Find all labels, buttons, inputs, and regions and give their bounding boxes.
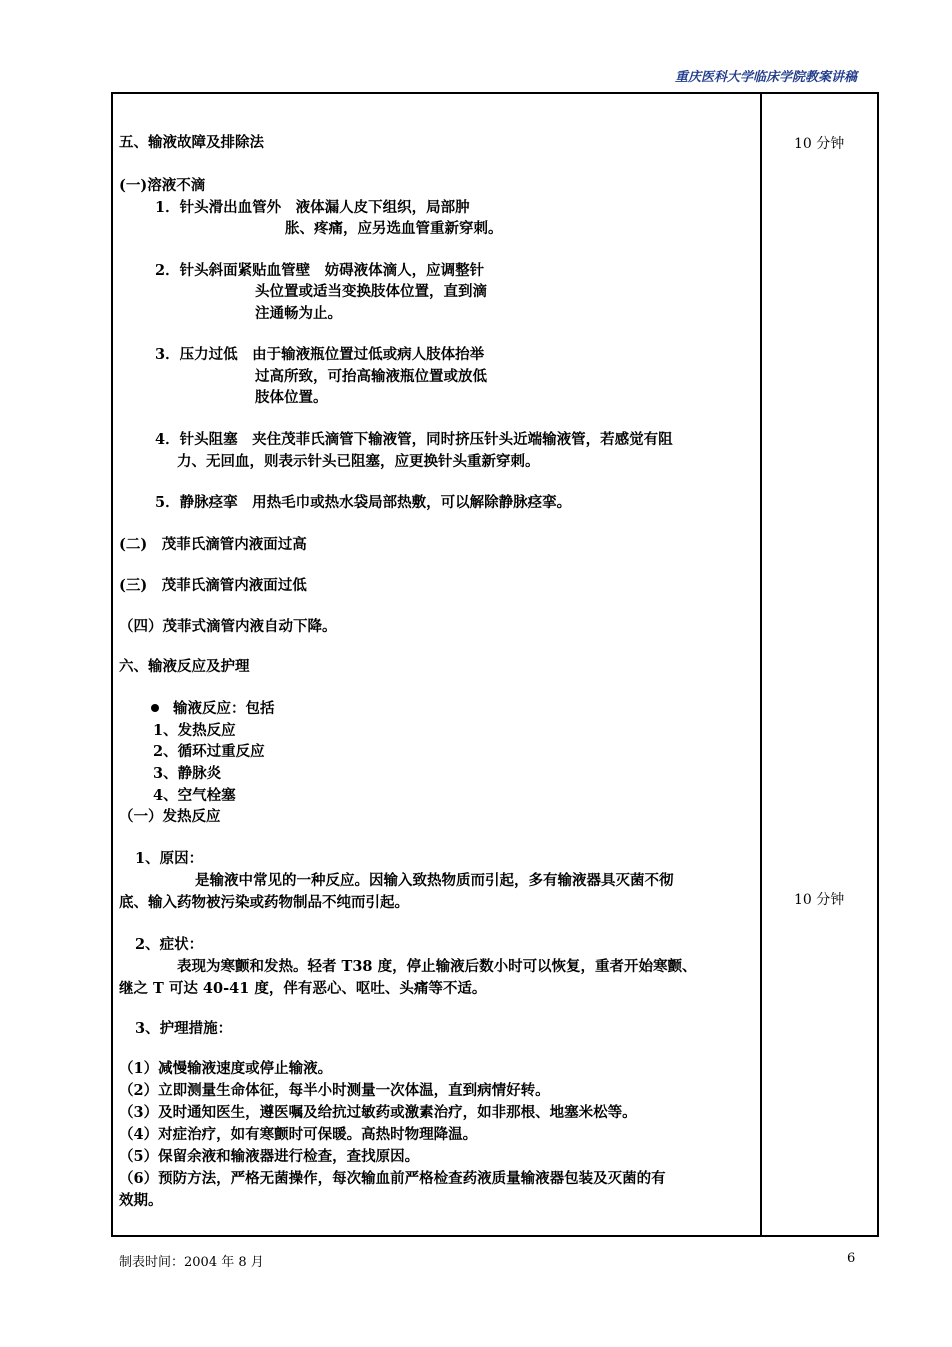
care-step: （5）保留余液和输液器进行检查，查找原因。 (119, 1148, 420, 1165)
item-line: 头位置或适当变换肢体位置，直到滴 (255, 283, 487, 300)
item-line: 肢体位置。 (255, 389, 328, 406)
paragraph-line: 继之 T 可达 40-41 度，伴有恶心、呕吐、头痛等不适。 (119, 980, 487, 997)
item-line: 3．压力过低 由于输液瓶位置过低或病人肢体抬举 (155, 346, 485, 363)
point-title: 1、原因： (135, 850, 204, 867)
column-divider (760, 92, 762, 1237)
subsection-title: (三) 茂菲氏滴管内液面过低 (119, 577, 307, 594)
header-title: 重庆医科大学临床学院教案讲稿 (674, 70, 857, 85)
item-line: 2．针头斜面紧贴血管壁 妨碍液体滴人，应调整针 (155, 262, 485, 279)
care-step: （4）对症治疗，如有寒颤时可保暖。高热时物理降温。 (119, 1126, 478, 1143)
subsection-title: (一)溶液不滴 (119, 177, 206, 194)
care-step: （3）及时通知医生，遵医嘱及给抗过敏药或激素治疗，如非那根、地塞米松等。 (119, 1104, 637, 1121)
care-step: 效期。 (119, 1192, 163, 1209)
reaction-item: 2、循环过重反应 (153, 743, 265, 760)
item-line: 胀、疼痛，应另选血管重新穿刺。 (285, 220, 503, 237)
duration-1: 10 分钟 (794, 136, 845, 152)
paragraph-line: 底、输入药物被污染或药物制品不纯而引起。 (119, 894, 409, 911)
section-6-title: 六、输液反应及护理 (119, 658, 250, 675)
care-step: （6）预防方法，严格无菌操作，每次输血前严格检查药液质量输液器包装及灭菌的有 (119, 1170, 666, 1187)
subsection-title: （四）茂菲式滴管内液自动下降。 (119, 618, 337, 635)
point-title: 3、护理措施： (135, 1020, 233, 1037)
section-5-title: 五、输液故障及排除法 (119, 134, 264, 151)
item-line: 注通畅为止。 (255, 305, 342, 322)
footer-date: 制表时间：2004 年 8 月 (119, 1255, 264, 1270)
item-line: 过高所致，可抬高输液瓶位置或放低 (255, 368, 487, 385)
duration-2: 10 分钟 (794, 892, 845, 908)
subsection-title: (二) 茂菲氏滴管内液面过高 (119, 536, 307, 553)
reaction-item: 3、静脉炎 (153, 765, 222, 782)
item-line: 1．针头滑出血管外 液体漏人皮下组织，局部肿 (155, 199, 470, 216)
care-step: （2）立即测量生命体征，每半小时测量一次体温，直到病情好转。 (119, 1082, 550, 1099)
page-number: 6 (847, 1251, 856, 1266)
bullet-item: 输液反应：包括 (151, 699, 275, 719)
reaction-item: 1、发热反应 (153, 722, 236, 739)
point-title: 2、症状： (135, 936, 204, 953)
bullet-icon (151, 704, 159, 712)
reaction-item: 4、空气栓塞 (153, 787, 236, 804)
item-line: 4．针头阻塞 夹住茂菲氏滴管下输液管，同时挤压针头近端输液管，若感觉有阻 (155, 431, 673, 448)
paragraph-line: 是输液中常见的一种反应。因输入致热物质而引起，多有输液器具灭菌不彻 (195, 872, 674, 889)
item-line: 力、无回血，则表示针头已阻塞，应更换针头重新穿刺。 (177, 453, 540, 470)
subsection-title: （一）发热反应 (119, 808, 221, 825)
paragraph-line: 表现为寒颤和发热。轻者 T38 度，停止输液后数小时可以恢复，重者开始寒颤、 (177, 958, 697, 975)
care-step: （1）减慢输液速度或停止输液。 (119, 1060, 333, 1077)
item-line: 5．静脉痉挛 用热毛巾或热水袋局部热敷，可以解除静脉痉挛。 (155, 494, 572, 511)
